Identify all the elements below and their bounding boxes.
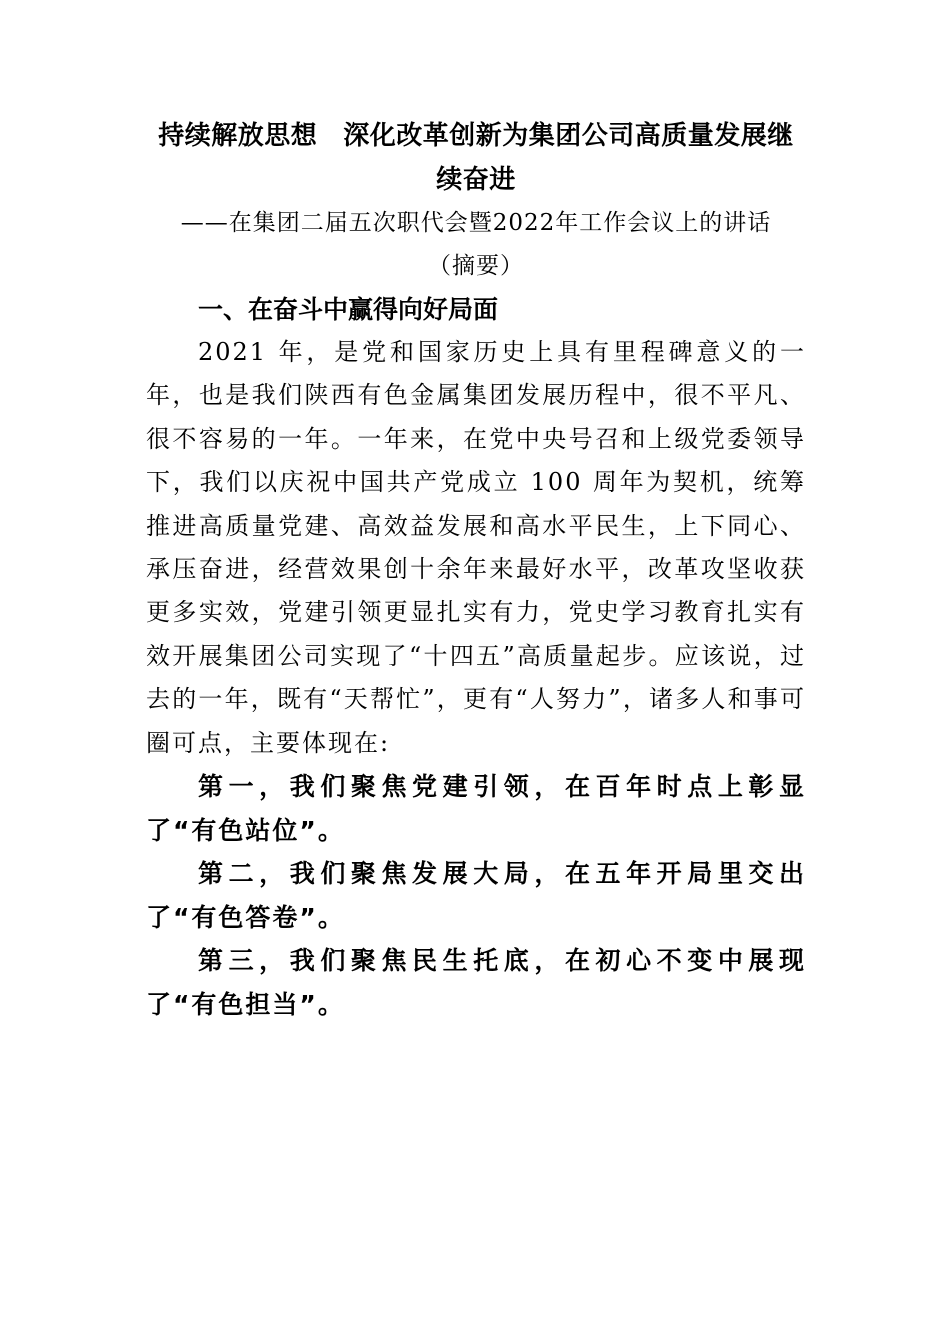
key-point-2: 第二，我们聚焦发展大局，在五年开局里交出了“有色答卷”。 <box>146 859 806 932</box>
document-body <box>146 114 806 1026</box>
title-part-1: 持续解放思想 <box>158 121 318 151</box>
body-paragraph: 2021 年，是党和国家历史上具有里程碑意义的一年，也是我们陕西有色金属集团发展历程中，很不平凡、很不容易的一年。一年来，在党中央号召和上级党委领导下，我们以庆祝中国共产党成立 100 周年为契机，统筹推进高质量党建、高效益发展和高水平民生，上下同心、承压奋进，经营效果创十余年来最好水平，改革攻坚收获更多实效，党建引领更显扎实有力，党史学习教育扎实有效开展集团公司实现了“十四五”高质量起步。应该说，过去的一年，既有“天帮忙”，更有“人努力”，诸多人和事可圈可点，主要体现在: <box>146 338 806 757</box>
key-point-1: 第一，我们聚焦党建引领，在百年时点上彰显了“有色站位”。 <box>146 772 806 845</box>
key-point-3: 第三，我们聚焦民生托底，在初心不变中展现了“有色担当”。 <box>146 946 806 1019</box>
title-part-2: 深化改革创新为集团公司高质量发展继续奋进 <box>343 121 794 195</box>
abstract-note: （摘要） <box>428 253 524 279</box>
section-heading: 一、在奋斗中赢得向好局面 <box>198 295 499 324</box>
document-title <box>146 114 806 202</box>
document-subtitle: ——在集团二届五次职代会暨2022年工作会议上的讲话 <box>180 210 772 236</box>
